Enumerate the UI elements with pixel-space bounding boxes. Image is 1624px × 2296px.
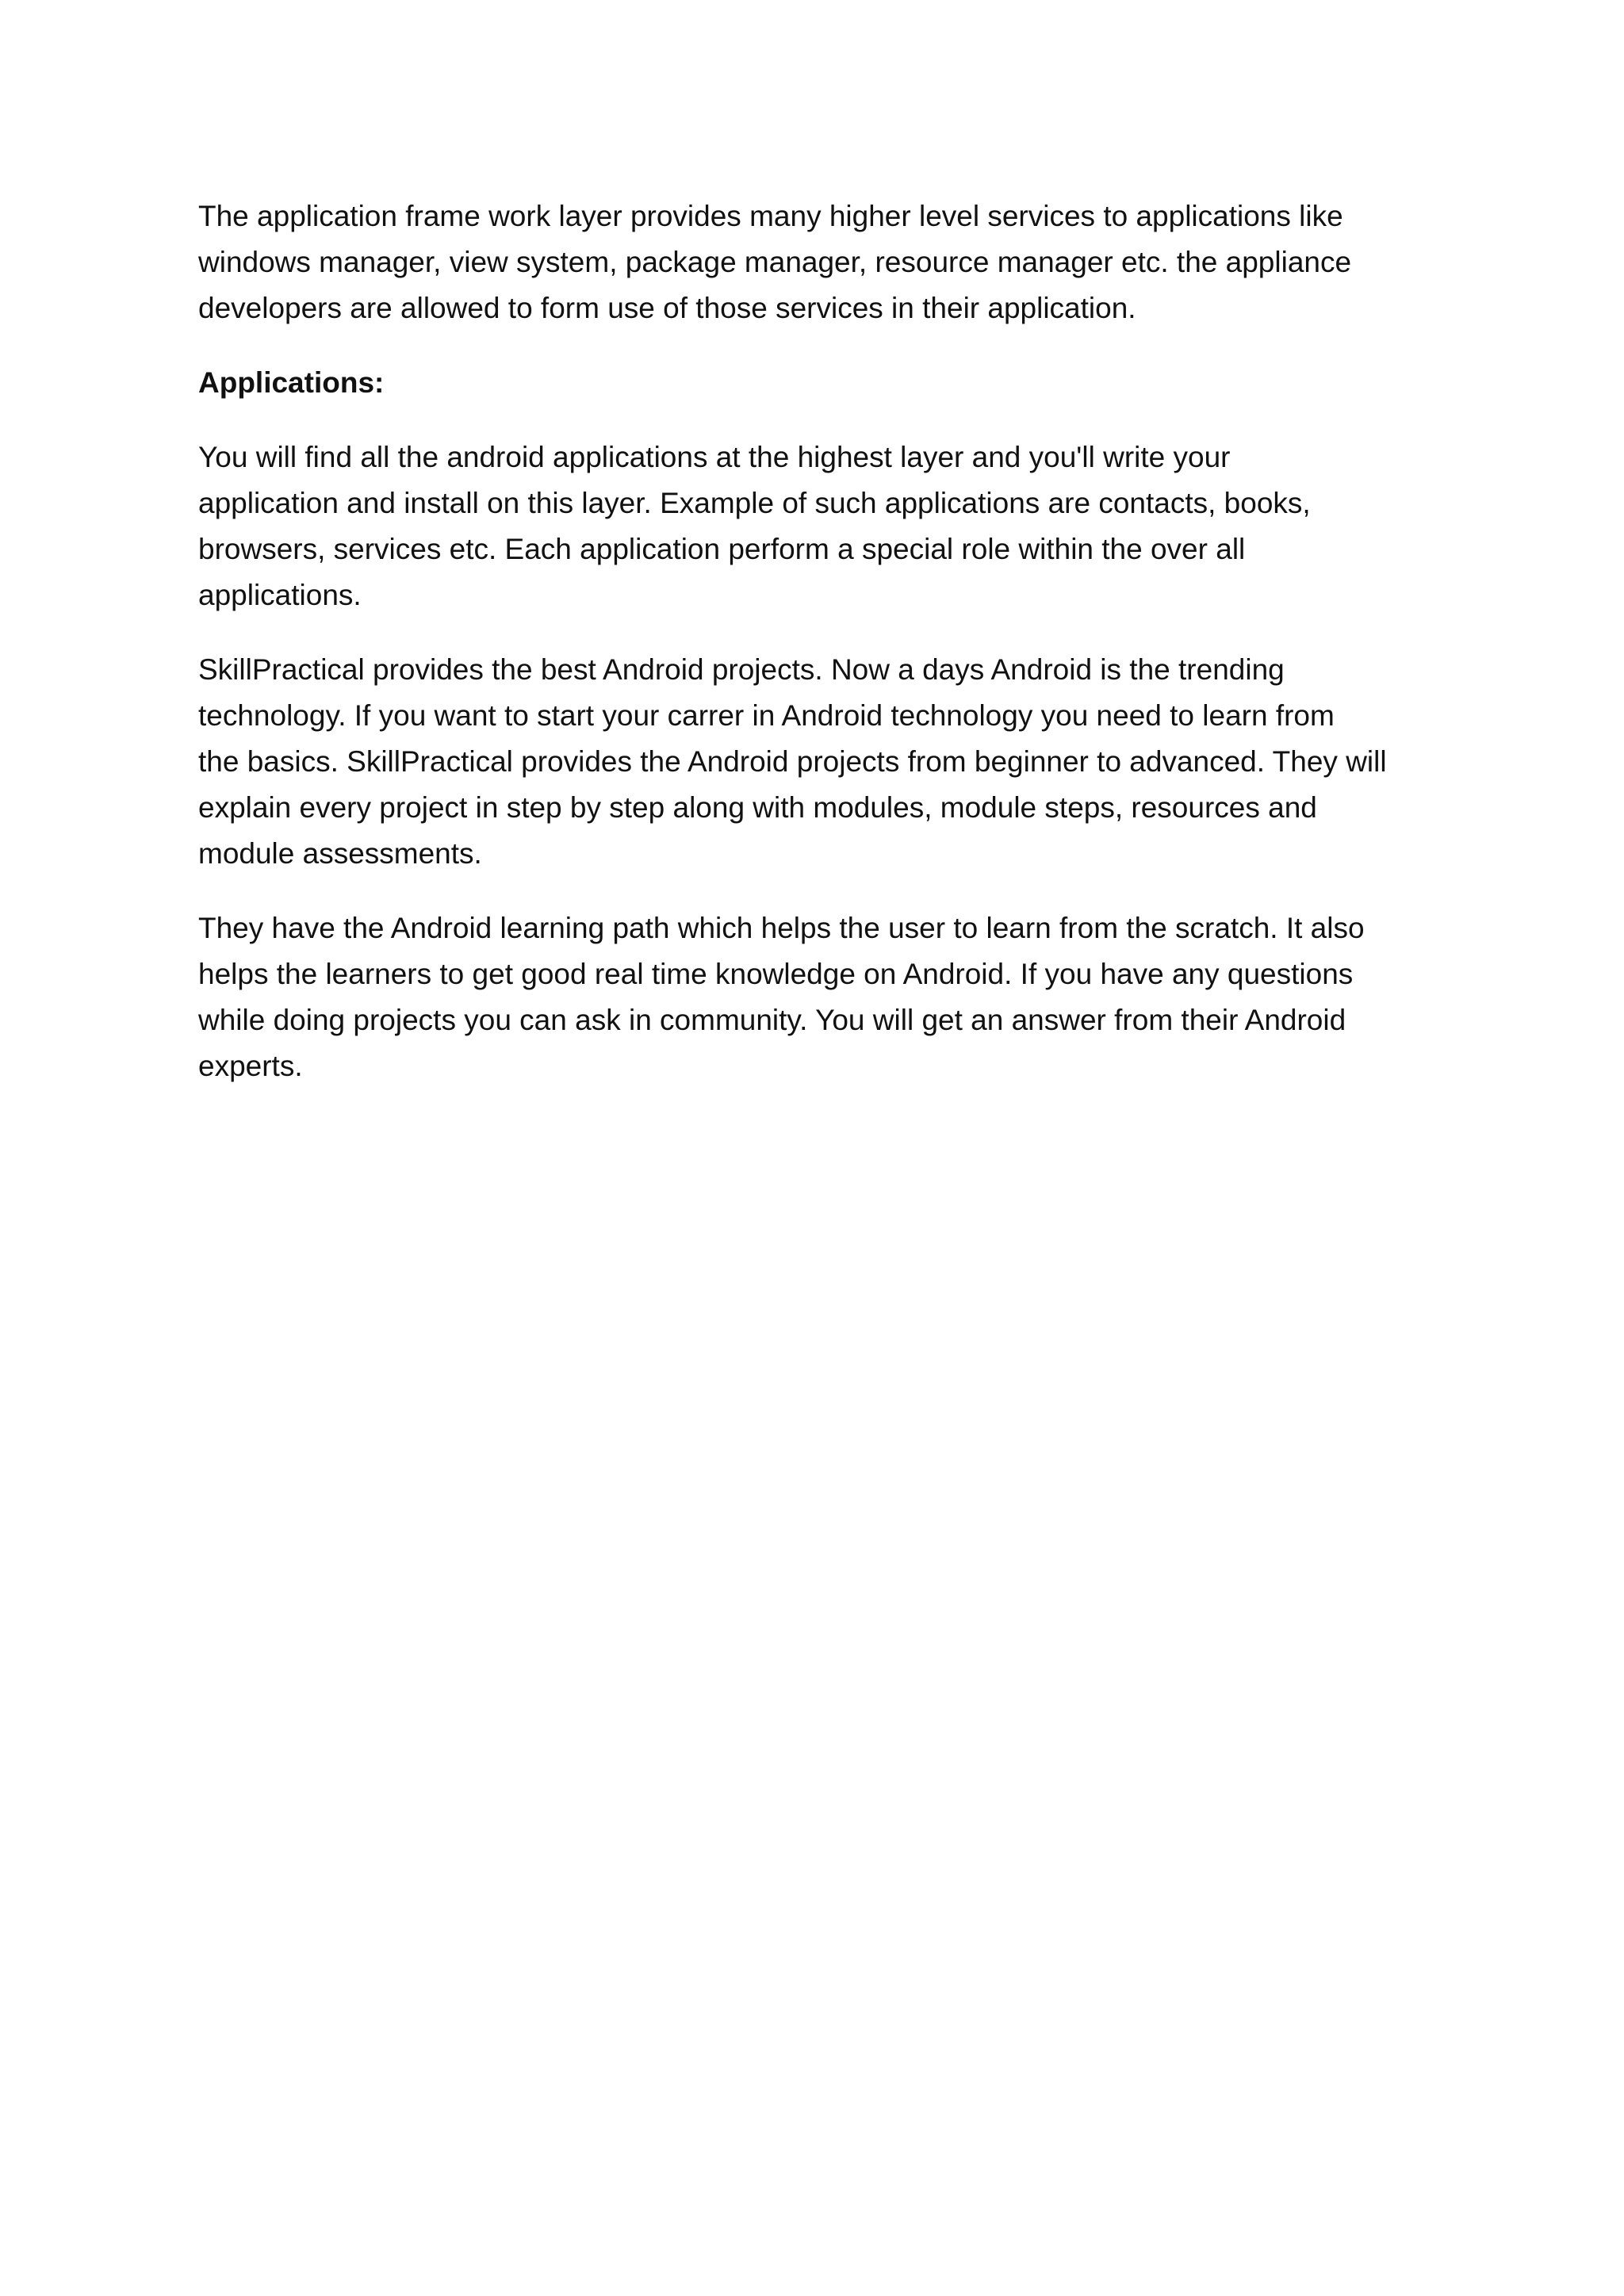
- text-line: The application frame work layer provides many higher level services to applications like: [198, 200, 1343, 232]
- document-body: [198, 193, 1451, 1118]
- text-line: developers are allowed to form use of those services in their application.: [198, 292, 1136, 324]
- paragraph-skillpractical: [198, 647, 1451, 877]
- text-line: explain every project in step by step along with modules, module steps, resources and: [198, 791, 1317, 824]
- paragraph-framework-layer: [198, 193, 1451, 331]
- text-line: experts.: [198, 1050, 303, 1082]
- text-line: You will find all the android applications at the highest layer and you'll write your: [198, 441, 1231, 473]
- paragraph-learning-path: [198, 905, 1451, 1089]
- text-line: windows manager, view system, package manager, resource manager etc. the appliance: [198, 246, 1352, 278]
- text-line: They have the Android learning path which helps the user to learn from the scratch. It also: [198, 912, 1365, 944]
- text-line: helps the learners to get good real time knowledge on Android. If you have any questions: [198, 958, 1354, 990]
- text-line: application and install on this layer. Example of such applications are contacts, books,: [198, 487, 1311, 519]
- text-line: applications.: [198, 579, 362, 611]
- text-line: technology. If you want to start your carrer in Android technology you need to learn from: [198, 699, 1335, 732]
- heading-applications: Applications:: [198, 366, 385, 399]
- paragraph-applications: [198, 434, 1451, 618]
- text-line: browsers, services etc. Each application perform a special role within the over all: [198, 533, 1246, 565]
- text-line: while doing projects you can ask in community. You will get an answer from their Android: [198, 1004, 1346, 1036]
- text-line: the basics. SkillPractical provides the Android projects from beginner to advanced. They will: [198, 745, 1387, 778]
- text-line: SkillPractical provides the best Android projects. Now a days Android is the trending: [198, 653, 1285, 686]
- text-line: module assessments.: [198, 837, 482, 870]
